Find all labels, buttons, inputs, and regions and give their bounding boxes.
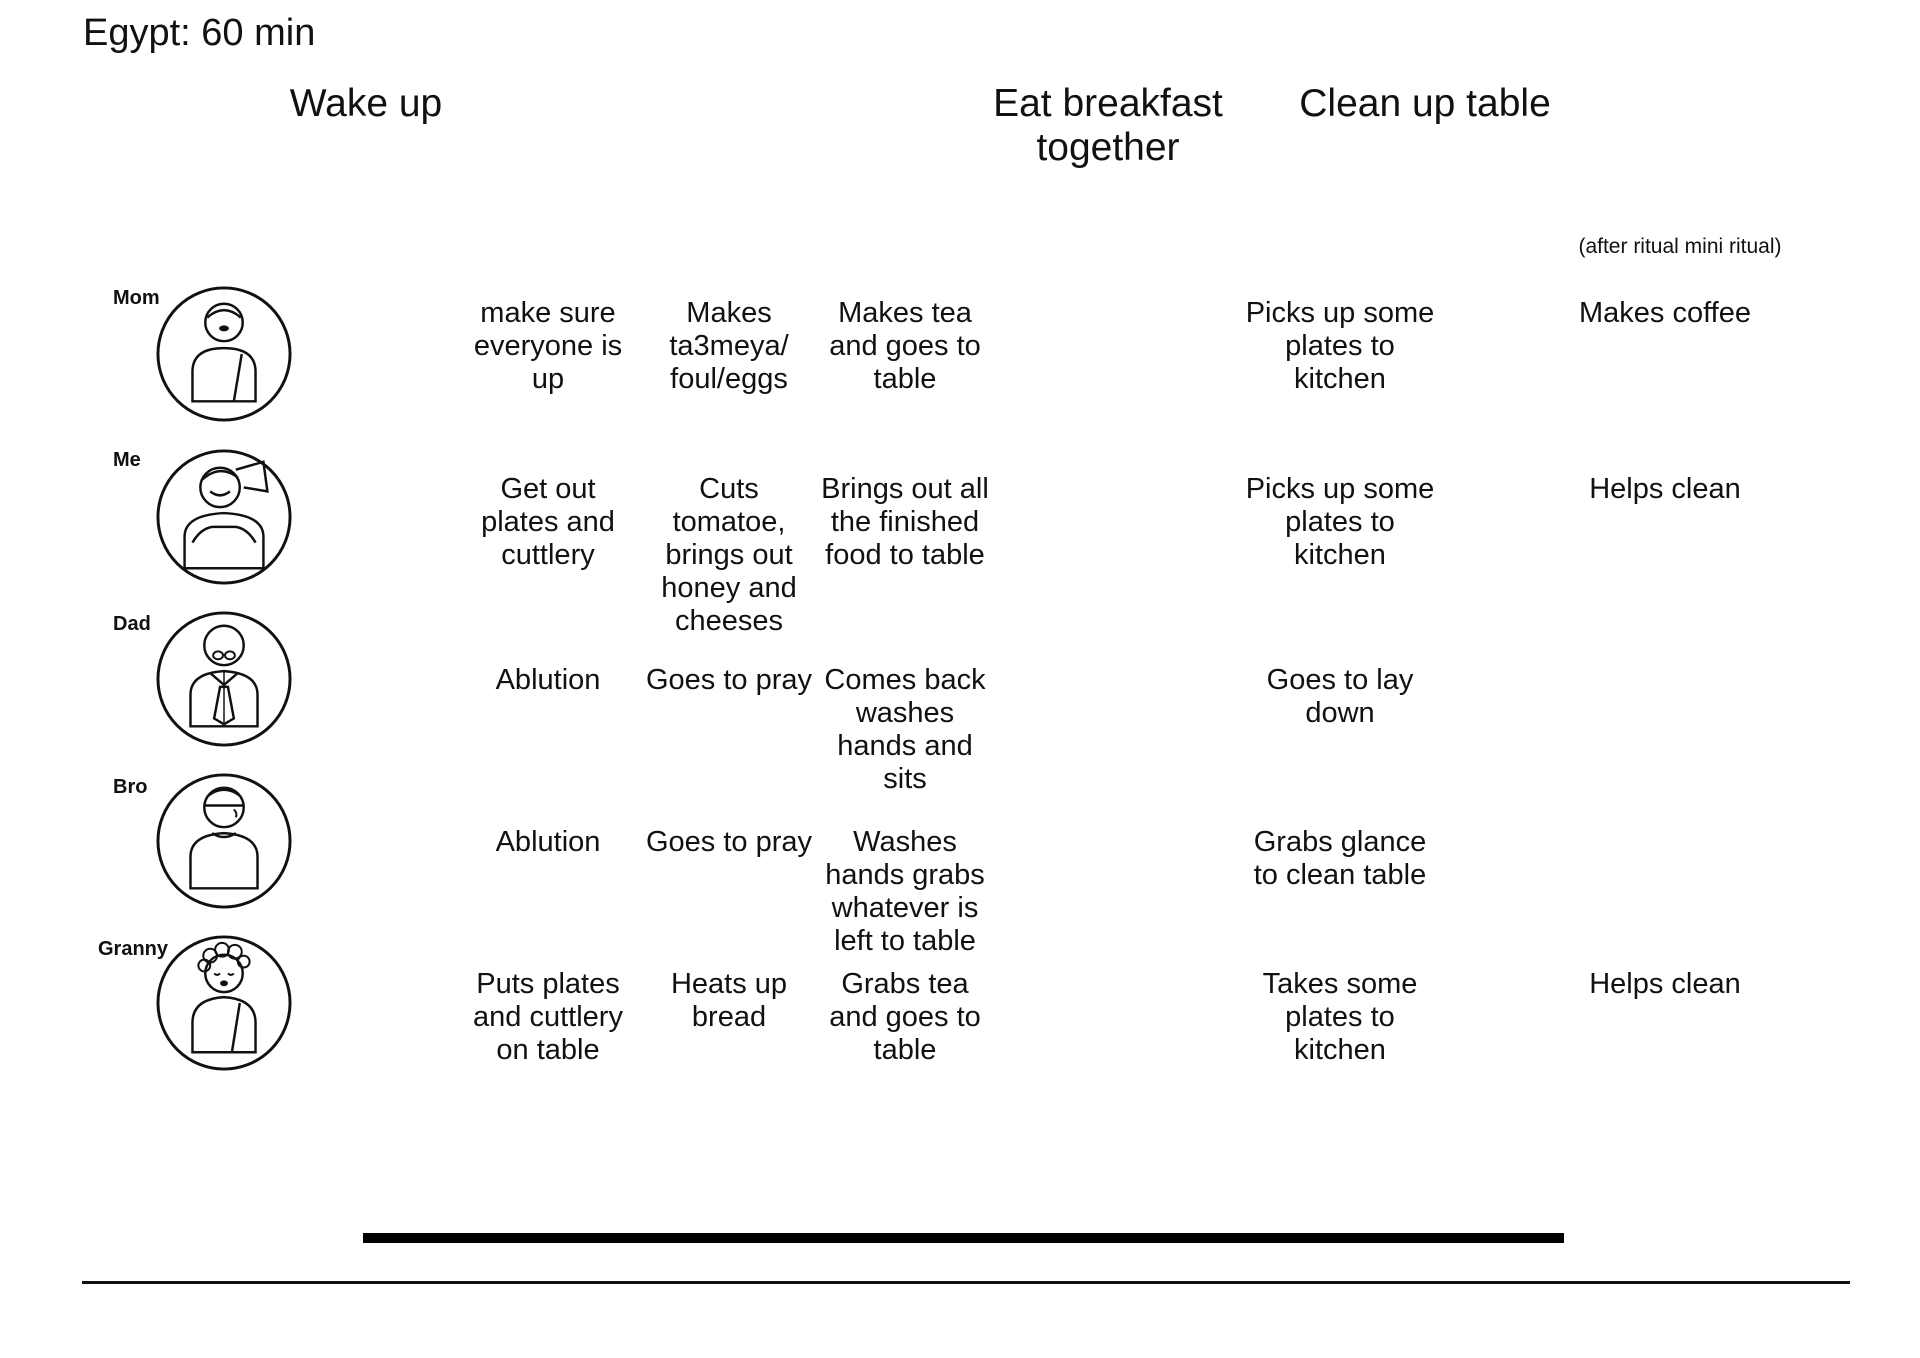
person-label-dad: Dad	[113, 613, 151, 635]
cell-me-2: Cuts tomatoe, brings out honey and cheeses	[661, 473, 797, 637]
phase-wake-up: Wake up	[289, 82, 443, 125]
timeline-bar	[363, 1233, 1564, 1243]
baseline-divider	[82, 1281, 1850, 1284]
granny-avatar-icon	[155, 934, 293, 1072]
cell-granny-4: Takes some plates to kitchen	[1262, 968, 1418, 1066]
phase-eat-breakfast: Eat breakfast together	[993, 82, 1223, 169]
person-label-bro: Bro	[113, 776, 148, 798]
cell-granny-5: Helps clean	[1589, 968, 1741, 1000]
cell-me-4: Picks up some plates to kitchen	[1245, 473, 1435, 571]
cell-dad-3: Comes back washes hands and sits	[824, 664, 986, 795]
page-title: Egypt: 60 min	[83, 12, 316, 54]
mom-avatar-icon	[155, 285, 293, 423]
cell-me-3: Brings out all the finished food to table	[821, 473, 989, 571]
cell-mom-4: Picks up some plates to kitchen	[1245, 297, 1435, 395]
person-label-granny: Granny	[98, 938, 169, 960]
cell-me-5: Helps clean	[1589, 473, 1741, 505]
cell-dad-2: Goes to pray	[645, 664, 813, 696]
after-ritual-note: (after ritual mini ritual)	[1578, 235, 1782, 258]
cell-mom-3: Makes tea and goes to table	[829, 297, 981, 395]
cell-granny-3: Grabs tea and goes to table	[829, 968, 981, 1066]
cell-bro-2: Goes to pray	[645, 826, 813, 858]
cell-bro-1: Ablution	[495, 826, 601, 858]
person-label-me: Me	[113, 449, 141, 471]
dad-avatar-icon	[155, 610, 293, 748]
cell-bro-4: Grabs glance to clean table	[1253, 826, 1427, 891]
bro-avatar-icon	[155, 772, 293, 910]
cell-me-1: Get out plates and cuttlery	[481, 473, 615, 571]
phase-clean-up: Clean up table	[1299, 82, 1551, 125]
cell-mom-2: Makes ta3meya/ foul/eggs	[669, 297, 789, 395]
person-label-mom: Mom	[113, 287, 160, 309]
cell-bro-3: Washes hands grabs whatever is left to table	[825, 826, 985, 957]
cell-granny-2: Heats up bread	[670, 968, 788, 1033]
cell-dad-4: Goes to lay down	[1266, 664, 1414, 729]
cell-mom-1: make sure everyone is up	[473, 297, 623, 395]
me-avatar-icon	[155, 448, 293, 586]
cell-granny-1: Puts plates and cuttlery on table	[473, 968, 623, 1066]
cell-dad-1: Ablution	[495, 664, 601, 696]
cell-mom-5: Makes coffee	[1579, 297, 1751, 329]
